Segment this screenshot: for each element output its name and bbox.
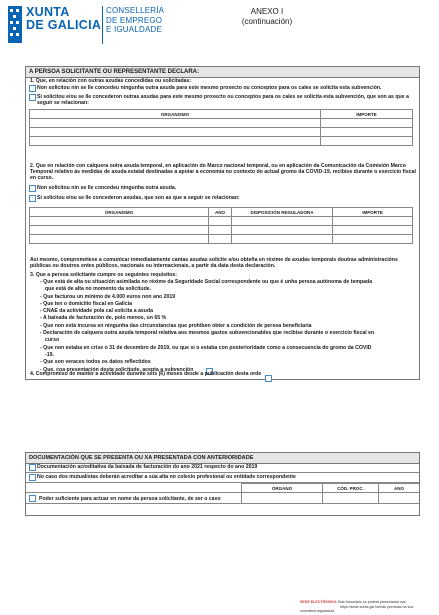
requirement-item: - CNAE da actividade pola cal solicita a axuda [40, 308, 154, 315]
commitment-text: Así mesmo, comprométese a comunicar inmediatamente cantas axudas solicite e/ou obteña en réxime de axudas temporais doutras administracións públicas ou doutros entes públicos, nacionais ou internacionais, a partir da data desta declaración. [30, 257, 398, 270]
col-organo: ÓRGANO [242, 484, 323, 493]
table-row[interactable] [30, 128, 413, 137]
department-name: CONSELLERÍA DE EMPREGO E IGUALDADE [106, 6, 165, 34]
sede-electronica-logo: SEDE ELECTRÓNICA [300, 600, 337, 604]
requirement-item: - Que facturou un mínimo de 4.000 euros non ano 2019 [40, 293, 176, 300]
q2-option1-label: Non solicitou nin se lle concedeu ningunha outra axuda. [37, 185, 177, 191]
q1-option1-label: Non solicitou nin se lle concedeu ningunha outra axuda para este mesmo proxecto ou conceptos para os cales se solicita esta subvención. [37, 85, 382, 91]
col-disposicion: DISPOSICIÓN REGULADORA [232, 208, 333, 217]
requirement-item: - Que son veraces todos os datos reflectidos [40, 359, 151, 366]
table-row[interactable] [30, 119, 413, 128]
table-row[interactable] [30, 217, 413, 226]
col-importe: IMPORTE [333, 208, 413, 217]
footer-text-2: https://sede.xunta.gal formas previstas na súa normativa reguladora [300, 604, 414, 613]
requirements-list [40, 279, 412, 374]
question-1: 1. Que, en relación con outras axudas concedidas ou solicitadas: [30, 78, 192, 84]
col-organismo: ORGANISMO [30, 110, 321, 119]
requirement-item: - Declaración de calquera outra axuda temporal relativa aos mesmos gastos subvencionables que recibise durante o exercicio fiscal en [40, 330, 375, 337]
doc-row3-label: Poder suficiente para actuar en nome da persoa solicitante, de ser o caso [39, 495, 221, 502]
requirement-item: - Que, coa presentación desta solicitude, acepta a subvención [40, 366, 194, 373]
doc-row3-checkbox[interactable] [29, 495, 36, 502]
requirement-item: -19. [45, 351, 54, 358]
footer-text-1: Este formulario só poderá presentarse nos [337, 600, 406, 604]
col-ano: ANO [209, 208, 232, 217]
table-row[interactable] [30, 137, 413, 146]
q2-option1-checkbox[interactable] [29, 185, 36, 192]
col-organismo: ORGANISMO [30, 208, 209, 217]
table-row[interactable] [30, 235, 413, 244]
requirement-item: curso [45, 337, 60, 344]
doc-row1-checkbox[interactable] [29, 464, 36, 471]
table-header-row [30, 208, 413, 217]
table-header-row [26, 484, 419, 493]
table-row [26, 493, 419, 504]
q1-option1-checkbox[interactable] [29, 85, 36, 92]
requirement-item: - Que non está incursa en ningunha das circunstancias que prohiben obter a condición de persoa beneficiaria [40, 322, 312, 329]
xunta-logo-icon [8, 6, 22, 43]
doc-row-1 [26, 463, 419, 473]
logo-divider [102, 6, 103, 44]
temporary-aid-table [29, 207, 413, 244]
q2-option2-label: Si solicitou e/ou se lle concederon axudas, que son as que a seguir se relacionan: [37, 195, 240, 201]
col-importe: IMPORTE [321, 110, 413, 119]
doc-row1-label: Documentación acreditativa da baixada de facturación do ano 2021 respecto do ano 2019 [37, 464, 258, 470]
doc-row-2 [26, 473, 419, 483]
col-cod-proc: CÓD. PROC. [323, 484, 379, 493]
declaration-header: A PERSOA SOLICITANTE OU REPRESENTANTE DECLARA: [26, 67, 419, 78]
documentation-header: DOCUMENTACIÓN QUE SE PRESENTA OU XA PRESENTADA CON ANTERIORIDADE [26, 453, 419, 464]
col-ano: ANO [379, 484, 420, 493]
annex-title: ANEXO I (continuación) [241, 7, 293, 26]
question-2: 2. Que en relación con calquera outra axuda temporal, en aplicación do Marco nacional temporal, ou en aplicación da Comunicación da Comisión Marco Temporal relativo ás medidas de axuda estatal destinadas a apoiar a economía no contexto do actual gromo da COVID-19, recibise durante o exercicio fiscal en curso. [30, 163, 416, 182]
requirement-item: - Que está de alta ou situación asimilada no réxime da Seguridade Social correspondente ou que é unha persoa autónoma de tempada [40, 279, 373, 285]
q1-option2-label: Si solicitou e/ou se lle concederon outras axudas para este mesmo proxecto ou conceptos para os cales se solicita esta subvención, que son as que a seguir se relacionan: [37, 94, 409, 107]
declaration-section [25, 66, 420, 380]
documentation-section [25, 452, 420, 516]
doc-row2-label: No caso dos mutualistas deberán acreditar a súa alta no colexio profesional ou entidade correspondente [37, 474, 296, 480]
q2-option2-checkbox[interactable] [29, 195, 36, 202]
question-3: 3. Que a persoa solicitante cumpre os seguintes requisitos: [30, 272, 178, 278]
q1-option2-checkbox[interactable] [29, 94, 36, 101]
footer-note [300, 600, 430, 614]
requirement-item: - A baixada de facturación de, polo menos, un 65 % [40, 315, 167, 322]
table-row[interactable] [30, 226, 413, 235]
other-aid-table [29, 109, 413, 146]
question-4: 4. Compromiso de manter a actividade durante seis (6) meses desde a publicación desta orde [30, 371, 262, 377]
requirement-item: que está de alta no momento da solicitude. [45, 286, 152, 293]
xunta-logo-text: XUNTA DE GALICIA [26, 5, 102, 32]
doc-row2-checkbox[interactable] [29, 474, 36, 481]
table-header-row [30, 110, 413, 119]
requirement-item: - Que ten o domicilio fiscal en Galicia [40, 300, 132, 307]
requirement-item: - Que non estaba en crise o 31 de decembro de 2019, ou que si o estaba con posterioridade como a consecuencia do gromo da COVID [40, 344, 372, 351]
doc-table [26, 483, 419, 504]
